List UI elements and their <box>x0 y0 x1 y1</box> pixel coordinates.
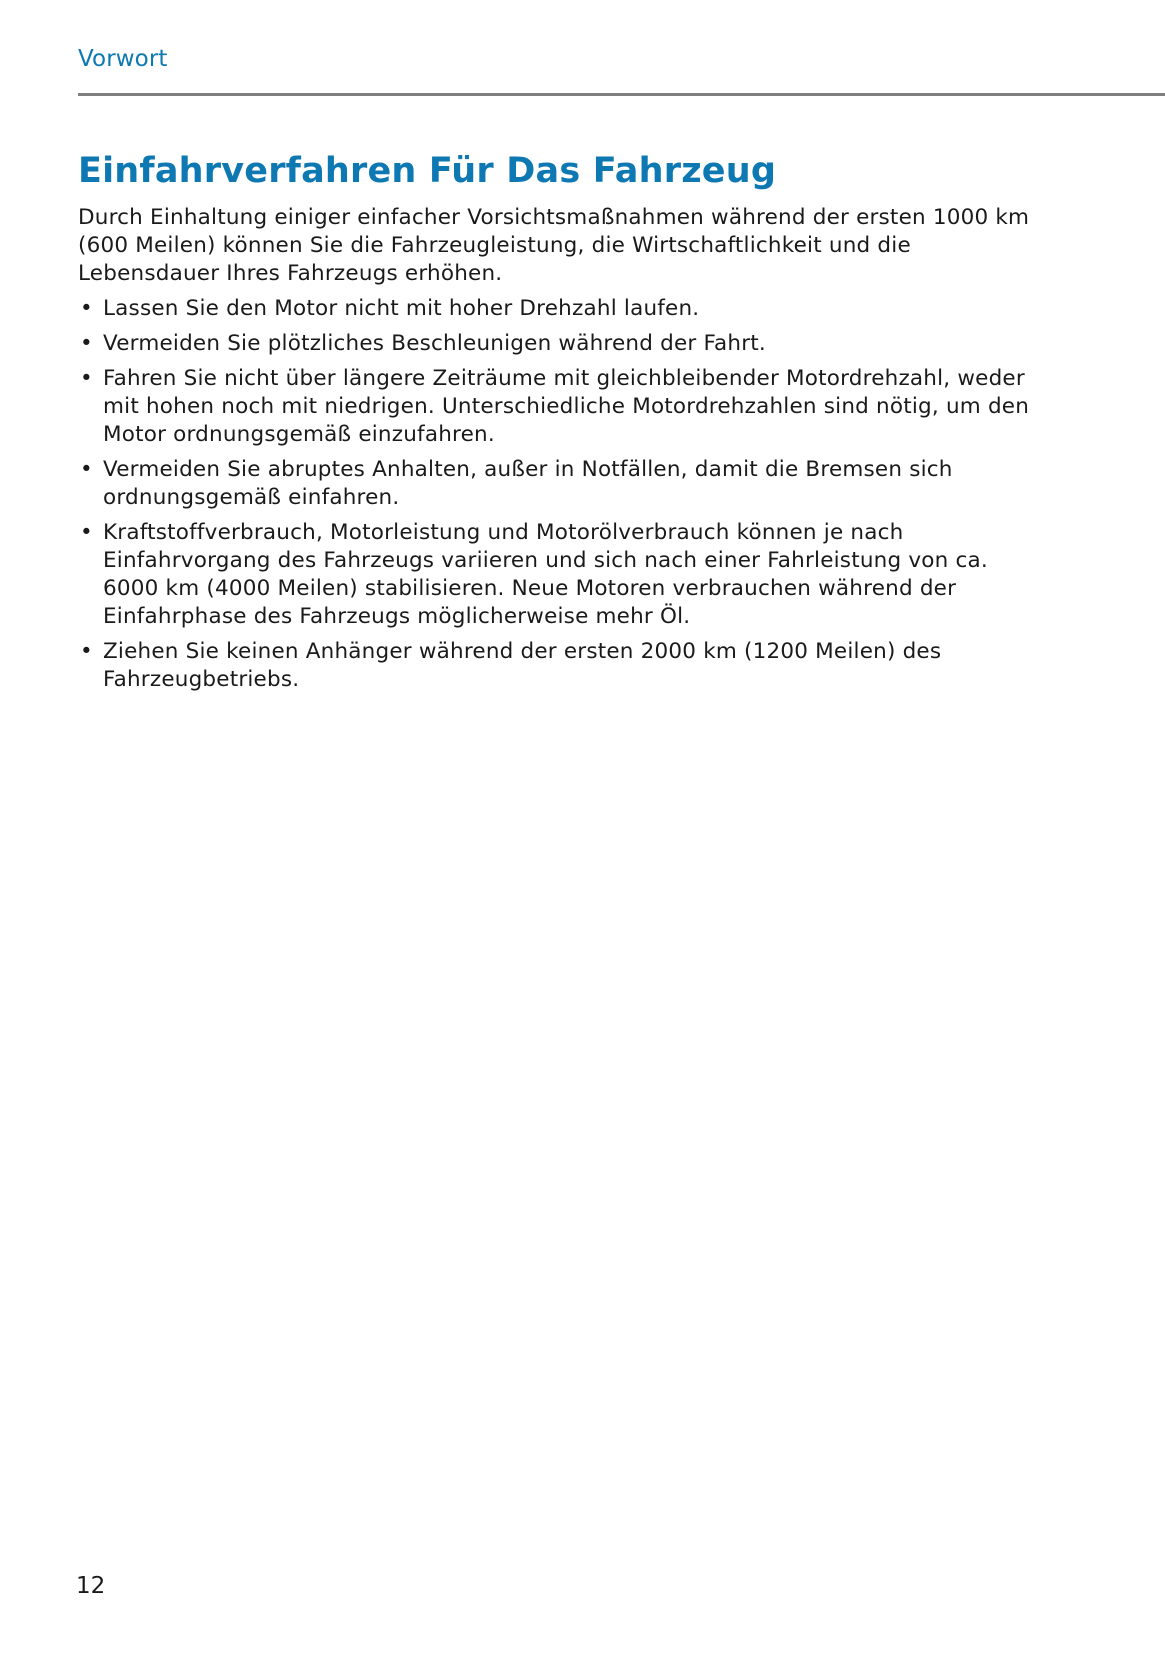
bullet-text: Vermeiden Sie plötzliches Beschleunigen während der Fahrt. <box>103 331 766 356</box>
bullet-text: Vermeiden Sie abruptes Anhalten, außer in Notfällen, damit die Bremsen sich ordnungsgemäß einfahren. <box>103 457 953 510</box>
bullet-text: Ziehen Sie keinen Anhänger während der ersten 2000 km (1200 Meilen) des Fahrzeugbetriebs. <box>103 639 942 692</box>
bullet-marker: • <box>80 639 93 664</box>
bullet-item <box>78 330 1038 358</box>
main-content <box>78 150 1038 701</box>
bullet-text: Fahren Sie nicht über längere Zeiträume mit gleichbleibender Motordrehzahl, weder mit hohen noch mit niedrigen. Unterschiedliche Motordrehzahlen sind nötig, um den Motor ordnungsgemäß einzufahren. <box>103 366 1030 447</box>
bullet-marker: • <box>80 457 93 482</box>
page-number: 12 <box>76 1573 106 1599</box>
bullet-item <box>78 519 1038 631</box>
running-header-section-label: Vorwort <box>78 46 168 72</box>
bullet-marker: • <box>80 520 93 545</box>
bullet-list <box>78 295 1038 694</box>
intro-paragraph: Durch Einhaltung einiger einfacher Vorsichtsmaßnahmen während der ersten 1000 km (600 Meilen) können Sie die Fahrzeugleistung, die Wirtschaftlichkeit und die Lebensdauer Ihres Fahrzeugs erhöhen. <box>78 205 1030 286</box>
header-divider <box>78 93 1165 96</box>
bullet-marker: • <box>80 331 93 356</box>
bullet-item <box>78 456 1038 512</box>
bullet-item <box>78 365 1038 449</box>
bullet-item <box>78 638 1038 694</box>
bullet-text: Lassen Sie den Motor nicht mit hoher Drehzahl laufen. <box>103 296 700 321</box>
bullet-marker: • <box>80 366 93 391</box>
bullet-text: Kraftstoffverbrauch, Motorleistung und Motorölverbrauch können je nach Einfahrvorgang des Fahrzeugs variieren und sich nach einer Fahrleistung von ca. 6000 km (4000 Meilen) stabilisieren. Neue Motoren verbrauchen während der Einfahrphase des Fahrzeugs möglicherweise mehr Öl. <box>103 520 988 629</box>
bullet-marker: • <box>80 296 93 321</box>
section-title: Einfahrverfahren Für Das Fahrzeug <box>78 151 777 191</box>
bullet-item <box>78 295 1038 323</box>
